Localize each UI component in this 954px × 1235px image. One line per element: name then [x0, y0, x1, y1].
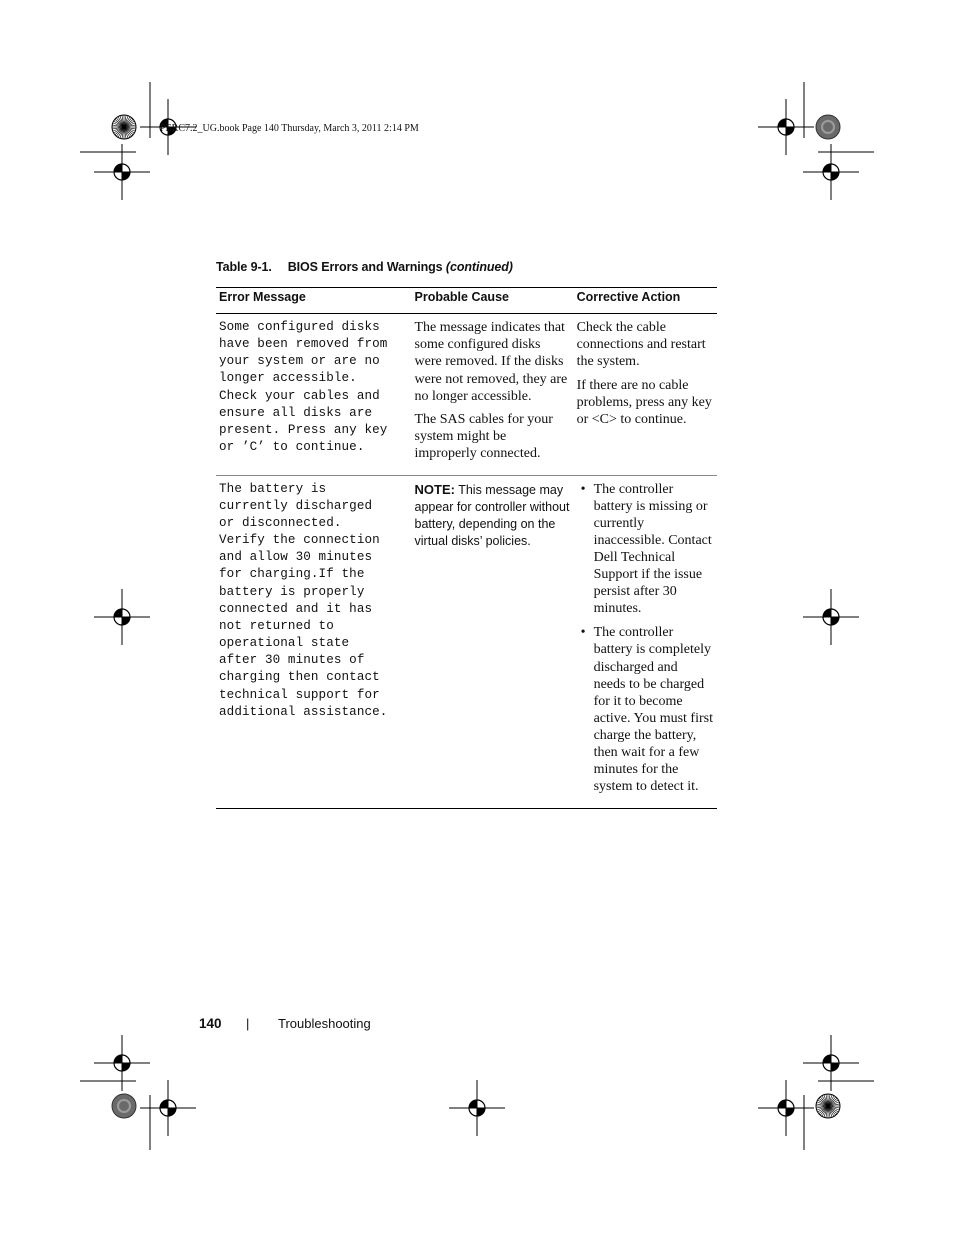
cause-paragraph: The message indicates that some configured disks were removed. If the disks were not removed, they are no longer accessible. [414, 320, 568, 404]
action-bullet-list [577, 481, 713, 796]
action-bullet-item [577, 481, 713, 618]
table-header-row [216, 288, 717, 314]
starburst-icon [112, 115, 136, 139]
probable-cause-cell [412, 475, 574, 809]
bullet-icon: • [580, 481, 586, 497]
footer-section-title: Troubleshooting [278, 1016, 371, 1031]
print-header-file-info: PERC7.2_UG.book Page 140 Thursday, March 3, 2011 2:14 PM [160, 123, 419, 134]
table-caption-continued: (continued) [445, 260, 513, 274]
gray-disc-icon [112, 1094, 136, 1118]
table-row [216, 475, 717, 809]
table-caption-number: Table 9-1. [216, 260, 272, 274]
column-header-corrective-action: Corrective Action [574, 288, 717, 314]
table-caption-title: BIOS Errors and Warnings [287, 260, 443, 274]
registration-target-icon [803, 1035, 859, 1091]
error-message-cell [216, 314, 412, 476]
error-message-text: Some configured disks have been removed from your system or are no longer accessible. Check your cables and ensure all disks are present. Press any key or ’C’ to continue. [219, 320, 388, 455]
registration-target-icon [94, 1035, 150, 1091]
registration-target-icon [803, 589, 859, 645]
action-bullet-item [577, 624, 713, 795]
bios-errors-table [216, 287, 717, 809]
action-bullet-text: The controller battery is completely discharged and needs to be charged for it to become active. You must first charge the battery, then wait for a few minutes for the system to detect it. [593, 625, 713, 795]
action-paragraph: Check the cable connections and restart the system. [576, 320, 706, 370]
page-number: 140 [199, 1016, 222, 1031]
error-message-cell [216, 475, 412, 809]
corrective-action-cell [574, 475, 717, 809]
registration-target-icon [140, 1080, 196, 1136]
note-label: NOTE: [414, 481, 455, 497]
registration-target-icon [94, 589, 150, 645]
footer-separator: | [246, 1016, 250, 1031]
table-row [216, 314, 717, 476]
column-header-error-message: Error Message [216, 288, 412, 314]
table-caption [216, 260, 513, 274]
starburst-icon [816, 1094, 840, 1118]
registration-target-icon [758, 1080, 814, 1136]
action-bullet-text: The controller battery is missing or currently inaccessible. Contact Dell Technical Support if the issue persist after 30 minutes. [593, 481, 712, 617]
registration-target-icon [449, 1080, 505, 1136]
registration-target-icon [758, 99, 814, 155]
column-header-probable-cause: Probable Cause [412, 288, 574, 314]
probable-cause-cell [412, 314, 574, 476]
gray-disc-icon [816, 115, 840, 139]
action-paragraph: If there are no cable problems, press any key or <C> to continue. [576, 377, 712, 428]
error-message-text: The battery is currently discharged or disconnected. Verify the connection and allow 30 minutes for charging.If the battery is properly connected and it has not returned to operational state after 30 minutes of charging then contact technical support for additional assistance. [219, 481, 388, 719]
cause-paragraph: The SAS cables for your system might be improperly connected. [414, 412, 553, 462]
corrective-action-cell [574, 314, 717, 476]
note-block [415, 481, 570, 551]
note-text: This message may appear for controller without battery, depending on the virtual disks’ policies. [414, 482, 570, 549]
bullet-icon: • [580, 625, 586, 641]
